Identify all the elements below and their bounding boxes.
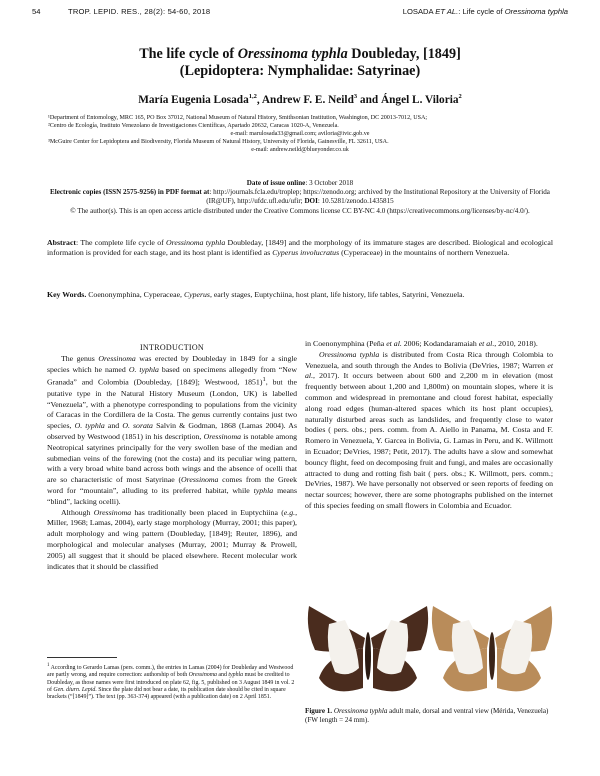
page-number: 54 bbox=[32, 7, 41, 16]
author-affil-sup: 3 bbox=[353, 93, 358, 100]
doi-label: DOI bbox=[304, 197, 318, 206]
text-run: Salvin & Godman, 1868 (Lamas 2004). As observed by Westwood (1851) in his description, bbox=[47, 421, 297, 441]
italic-run: Oressinoma bbox=[188, 672, 217, 679]
section-heading: INTRODUCTION bbox=[139, 343, 205, 352]
figure-butterflies bbox=[305, 598, 553, 702]
affiliation-3: ³McGuire Center for Lepidoptera and Biodiversity, Florida Museum of Natural History, University of Florida, Gainesville, FL 32611, USA. bbox=[48, 139, 389, 146]
italic-run: Oressinoma bbox=[98, 353, 136, 363]
italic-run: Oressinoma bbox=[181, 475, 219, 485]
affiliation-email: e-mail: marulosada33@gmail.com; aviloria@ivic.gob.ve bbox=[230, 131, 370, 138]
text-run: and bbox=[104, 421, 123, 431]
superscript-run: 1 bbox=[262, 376, 266, 384]
text-run: , 2010, 2018). bbox=[494, 339, 538, 348]
text-run: based on specimens allegedly from “New Granada” and Colombia (Doubleday, [1849]; Westwood, 1851) bbox=[47, 364, 297, 387]
article-title bbox=[40, 46, 560, 80]
issue-date bbox=[40, 179, 560, 188]
italic-run: et al. bbox=[305, 360, 553, 381]
abstract-text: : The complete life cycle of bbox=[76, 238, 167, 247]
electronic-text: : http://journals.fcla.edu/troplep; https://zenodo.org; archived by the Institutional Repository at the University of Florida (IR@UF), http://ufdc.ufl.edu/ufir; bbox=[206, 188, 550, 206]
author-name: Ángel L. Viloria bbox=[380, 93, 459, 106]
electronic-label: Electronic copies (ISSN 2575-9256) in PDF format at bbox=[50, 188, 210, 197]
caption-label: Figure 1. bbox=[305, 707, 333, 715]
dorsal-body bbox=[365, 632, 371, 680]
affiliation-2: ²Centro de Ecología, Instituto Venezolano de Investigaciones Científicas, Apartado 20632, Caracas 1020-A, Venezuela. bbox=[48, 123, 339, 130]
abstract-text: (Cyperaceae) in the mountains of northern Venezuela. bbox=[339, 248, 510, 258]
keywords bbox=[47, 290, 553, 300]
butterfly-dorsal bbox=[308, 606, 428, 691]
running-title-prefix: : Life cycle of bbox=[458, 7, 503, 16]
publication-info bbox=[40, 179, 560, 216]
text-run: in Coenonymphina (Peña bbox=[305, 339, 387, 348]
affiliation-1: ¹Department of Entomology, MRC 165, PO Box 37012, National Museum of Natural History, Smithsonian Institution, Washington, DC 20013-7012, USA; bbox=[48, 115, 428, 121]
text-run: is notable among Neotropical satyrines principally for the very swollen base of the median and submedian veins of the forewing (not the costa) and its peculiar wing pattern, with a very broad white band across both wings and the absence of ocelli that are so characteristic of most Satyrinae ( bbox=[47, 431, 297, 485]
italic-run: e.g. bbox=[283, 507, 296, 517]
abstract-label: Abstract bbox=[47, 238, 77, 247]
title-line-1 bbox=[40, 46, 560, 63]
ventral-body bbox=[489, 632, 495, 680]
intro-paragraph-2 bbox=[47, 508, 297, 573]
electronic-copies bbox=[40, 188, 560, 206]
running-species: Oressinoma typhla bbox=[504, 7, 568, 16]
right-paragraph-1 bbox=[305, 350, 553, 512]
italic-run: et al. bbox=[386, 339, 402, 348]
italic-run: typhla bbox=[253, 485, 274, 495]
caption-text: adult male, dorsal and ventral view (Mérida, Venezuela) (FW length = 24 mm). bbox=[305, 707, 549, 725]
doi-value[interactable]: : 10.5281/zenodo.1435815 bbox=[317, 197, 394, 206]
abstract-text: Doubleday, [1849] and the morphology of its immature stages are described. Biological and ecological information is provided for each stage, and its host plant is identified as bbox=[47, 238, 554, 258]
right-paragraph-0 bbox=[305, 339, 553, 350]
text-run: According to Gerardo Lamas (pers. comm.), the entries in Lamas (2004) for Doubleday and Westwood are partly wrong, and require correction: authorship of both bbox=[47, 664, 294, 679]
keywords-italic: Cyperus bbox=[183, 290, 210, 299]
intro-paragraph-1 bbox=[47, 354, 297, 508]
text-run: has traditionally been placed in Euptychiina ( bbox=[131, 507, 284, 517]
butterfly-ventral bbox=[432, 606, 552, 691]
text-run: The genus bbox=[61, 353, 99, 363]
text-run: , but the putative type in the Natural History Museum (London, UK) is labelled “Venezuela”, with a phenotype corresponding to populations from the vicinity of Caracas in the Cordillera de la Costa. The genus currently contains just two species, bbox=[47, 377, 298, 431]
author-affil-sup: 1,2 bbox=[248, 93, 257, 100]
italic-run: et al. bbox=[478, 339, 495, 348]
text-run: was erected by Doubleday in 1849 for a single species which he named bbox=[47, 353, 297, 374]
issue-date-label: Date of issue online bbox=[246, 179, 306, 187]
author-affil-sup: 2 bbox=[458, 93, 462, 100]
keywords-text: , early stages, Euptychiina, host plant, life history, life tables, Satyrini, Venezuela. bbox=[209, 290, 465, 299]
text-run: , Miller, 1968; Lamas, 2004), early stage morphology (Murray, 2001; this paper), adult morphology and wing pattern (Doubleday, [1849]; Reuter, 1896), and morphological and molecular analyses (Murray, 2001; Murray & Prowell, 2005) all suggest that it should be placed elsewhere. Recent molecular work indicates that it should be classified bbox=[47, 507, 298, 571]
text-run: must be credited to Doubleday, as those names were first introduced on plate 62, fig. 5, published on 3 August 1849 in vol. 2 of bbox=[47, 672, 295, 693]
keywords-text: Coenonymphina, Cyperaceae, bbox=[86, 290, 184, 299]
italic-run: Oressinoma bbox=[93, 507, 132, 517]
title-line-2: (Lepidoptera: Nymphalidae: Satyrinae) bbox=[179, 63, 421, 79]
title-pre: The life cycle of bbox=[139, 46, 235, 62]
italic-run: O. typhla bbox=[128, 364, 159, 374]
running-etal: ET AL. bbox=[435, 7, 459, 16]
running-title bbox=[403, 7, 568, 16]
running-authors: LOSADA bbox=[402, 7, 434, 16]
footnote bbox=[47, 662, 297, 701]
affiliation-email: e-mail: andrew.neild@blueyonder.co.uk bbox=[251, 147, 349, 154]
caption-species: Oressinoma typhla bbox=[333, 707, 388, 715]
text-run: , 2017). It occurs between about 600 and 2,200 m in elevation (most frequently between about 1,200 and 1,800m) on mountain slopes, where it is common and widespread in premontane and cloud forest habitat, especially along road edges (human-altered spaces which its host plant occupies), naturally disturbed areas such as landslides, and frequently close to water bodies ( pers. obs.; pers. comm. from A. Aiello in Panama, M. Costa and F. Romero in Venezuela, Y. Garcea in Bolivia, G. Lamas in Peru, and K. Willmott in Ecuador; DeVries, 1987; Petit, 2017). The adults have a slow and somewhat bouncy flight, feed on decomposing fruit and fungi, and males are occasionally attracted to dung and rotting fish bait ( pers. obs.; K. Willmott, pers. comm.; DeVries, 1987). We have personally not observed or seen reports of feeding on nectar sources; however, there are some photographs published on the internet of this species feeding on small flowers in Colombia and Ecuador. bbox=[305, 371, 553, 510]
italic-run: typhla bbox=[228, 672, 244, 679]
italic-run: Oressinoma bbox=[203, 431, 241, 441]
author-list bbox=[40, 93, 560, 106]
abstract bbox=[47, 238, 553, 259]
title-post: Doubleday, [1849] bbox=[351, 46, 461, 62]
author-separator: and bbox=[357, 93, 381, 106]
italic-run: O. sorata bbox=[122, 421, 153, 431]
author-name: Andrew F. E. Neild bbox=[261, 93, 354, 106]
text-run: means “blind”, lacking ocelli). bbox=[47, 485, 297, 506]
text-run: is distributed from Costa Rica through Colombia to Venezuela, and south through the Andes to Bolivia (DeVries, 1987; Warren bbox=[305, 349, 553, 370]
text-run: Although bbox=[61, 507, 94, 517]
text-run: comes from the Greek word for “mountain”, alluding to its preferred habitat, while bbox=[47, 475, 297, 495]
running-header bbox=[32, 7, 568, 19]
author-name: María Eugenia Losada bbox=[138, 93, 249, 106]
title-species: Oressinoma typhla bbox=[237, 46, 348, 62]
text-run: and bbox=[216, 672, 229, 679]
abstract-species: Oressinoma typhla bbox=[166, 238, 226, 247]
footnote-rule bbox=[47, 657, 117, 658]
issue-date-value: : 3 October 2018 bbox=[305, 179, 354, 187]
italic-run: O. typhla bbox=[74, 421, 105, 431]
right-column bbox=[305, 339, 553, 512]
license-text: © The author(s). This is an open access article distributed under the Creative Commons license CC BY-NC 4.0 (https://creativecommons.org/licenses/by-nc/4.0/). bbox=[70, 206, 530, 215]
affiliations bbox=[48, 114, 552, 154]
author-separator: , bbox=[256, 93, 262, 106]
journal-citation: TROP. LEPID. RES., 28(2): 54-60, 2018 bbox=[68, 7, 211, 16]
left-column bbox=[47, 343, 297, 572]
text-run: 2006; Kodandaramaiah bbox=[401, 339, 479, 348]
keywords-label: Key Words. bbox=[47, 290, 87, 299]
italic-run: Oressinoma typhla bbox=[319, 349, 380, 359]
superscript-run: 1 bbox=[47, 663, 50, 668]
figure-caption bbox=[305, 707, 553, 726]
italic-run: Gen. diurn. Lepid bbox=[53, 686, 96, 693]
text-run: . Since the plate did not bear a date, its publication date should be cited in square brackets (“[1849]”). The text (pp. 363-374) appeared (with a publication date) on 2 April 1851. bbox=[47, 686, 286, 701]
abstract-species: Cyperus involucratus bbox=[272, 248, 340, 258]
